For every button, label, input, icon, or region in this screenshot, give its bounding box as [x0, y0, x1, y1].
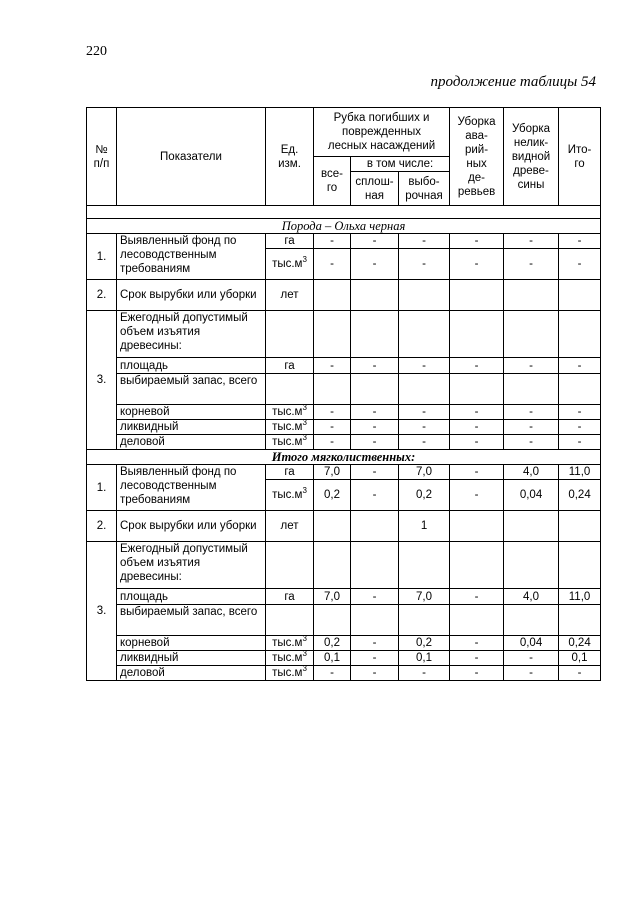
found-m3-value-cell: 0,24: [559, 480, 601, 511]
stock-value-cell: [314, 605, 351, 636]
unit-cell: $тыс.м^3$: [266, 420, 314, 435]
found-m3-value-cell: 0,2: [314, 480, 351, 511]
indicator-label: корневой: [117, 636, 266, 651]
section-title: Порода – Ольха черная: [87, 219, 601, 234]
business-value-cell: -: [559, 666, 601, 681]
found-ga-value-cell: -: [504, 234, 559, 249]
business-value-cell: -: [314, 435, 351, 450]
table-header: [87, 108, 601, 219]
unit-superscript: 3: [302, 419, 307, 428]
term-value-cell: [559, 511, 601, 542]
unit-superscript: 3: [302, 434, 307, 443]
area-value-cell: -: [450, 358, 504, 374]
unit-cell: га: [266, 465, 314, 480]
found-m3-value-cell: -: [351, 249, 399, 280]
row-number: 2.: [87, 280, 117, 311]
table-row: [87, 420, 601, 435]
unit-cell: $тыс.м^3$: [266, 249, 314, 280]
table-body: [87, 219, 601, 681]
unit-cell: лет: [266, 280, 314, 311]
header-total: Ито- го: [559, 108, 601, 206]
term-value-cell: [399, 280, 450, 311]
unit-cell: га: [266, 358, 314, 374]
root-value-cell: -: [559, 405, 601, 420]
table-row: [87, 358, 601, 374]
indicator-label: выбираемый запас, всего: [117, 605, 266, 636]
found-ga-value-cell: 4,0: [504, 465, 559, 480]
unit-cell: га: [266, 234, 314, 249]
stock-value-cell: [504, 374, 559, 405]
stock-value-cell: [351, 374, 399, 405]
header-emergency: Уборка ава- рий- ных де- ревьев: [450, 108, 504, 206]
area-value-cell: -: [351, 589, 399, 605]
found-ga-value-cell: -: [559, 234, 601, 249]
found-m3-value-cell: -: [314, 249, 351, 280]
term-value-cell: [314, 511, 351, 542]
found-m3-value-cell: -: [351, 480, 399, 511]
annual-value-cell: [504, 311, 559, 358]
liquid-value-cell: -: [450, 420, 504, 435]
found-ga-value-cell: 7,0: [314, 465, 351, 480]
business-value-cell: -: [450, 435, 504, 450]
indicator-label: ликвидный: [117, 651, 266, 666]
business-value-cell: -: [399, 666, 450, 681]
data-table: [86, 107, 601, 681]
liquid-value-cell: -: [399, 420, 450, 435]
table-row: [87, 234, 601, 249]
indicator-label: деловой: [117, 435, 266, 450]
root-value-cell: -: [504, 405, 559, 420]
section-row: [87, 219, 601, 234]
term-value-cell: 1: [399, 511, 450, 542]
indicator-label: ликвидный: [117, 420, 266, 435]
liquid-value-cell: 0,1: [399, 651, 450, 666]
liquid-value-cell: -: [450, 651, 504, 666]
area-value-cell: -: [559, 358, 601, 374]
root-value-cell: 0,04: [504, 636, 559, 651]
found-m3-value-cell: -: [559, 249, 601, 280]
area-value-cell: 11,0: [559, 589, 601, 605]
header-indicator: Показатели: [117, 108, 266, 206]
found-ga-value-cell: -: [450, 465, 504, 480]
area-value-cell: 4,0: [504, 589, 559, 605]
header-spacer-row: [87, 206, 601, 219]
found-ga-value-cell: -: [450, 234, 504, 249]
root-value-cell: 0,24: [559, 636, 601, 651]
row-number: 3.: [87, 311, 117, 450]
unit-superscript: 3: [302, 635, 307, 644]
root-value-cell: 0,2: [399, 636, 450, 651]
annual-value-cell: [351, 542, 399, 589]
found-m3-value-cell: -: [504, 249, 559, 280]
table-row: [87, 666, 601, 681]
root-value-cell: -: [450, 405, 504, 420]
liquid-value-cell: -: [314, 420, 351, 435]
header-num: № п/п: [87, 108, 117, 206]
annual-value-cell: [450, 542, 504, 589]
unit-superscript: 3: [302, 650, 307, 659]
liquid-value-cell: 0,1: [314, 651, 351, 666]
liquid-value-cell: -: [504, 651, 559, 666]
indicator-label: Ежегодный допустимый объем изъятия древесины:: [117, 311, 266, 358]
table-row: [87, 511, 601, 542]
section-row: [87, 450, 601, 465]
stock-value-cell: [399, 605, 450, 636]
business-value-cell: -: [504, 435, 559, 450]
business-value-cell: -: [504, 666, 559, 681]
stock-value-cell: [559, 605, 601, 636]
unit-cell: лет: [266, 511, 314, 542]
indicator-label: площадь: [117, 358, 266, 374]
root-value-cell: 0,2: [314, 636, 351, 651]
unit-superscript: 3: [302, 486, 307, 496]
term-value-cell: [559, 280, 601, 311]
liquid-value-cell: -: [351, 651, 399, 666]
business-value-cell: -: [351, 435, 399, 450]
indicator-label: площадь: [117, 589, 266, 605]
found-ga-value-cell: -: [351, 234, 399, 249]
table-continuation-caption: продолжение таблицы 54: [430, 74, 596, 90]
term-value-cell: [450, 511, 504, 542]
stock-value-cell: [559, 374, 601, 405]
found-ga-value-cell: 11,0: [559, 465, 601, 480]
area-value-cell: -: [399, 358, 450, 374]
unit-superscript: 3: [302, 404, 307, 413]
indicator-label: Ежегодный допустимый объем изъятия древесины:: [117, 542, 266, 589]
indicator-label: выбираемый запас, всего: [117, 374, 266, 405]
root-value-cell: -: [450, 636, 504, 651]
stock-value-cell: [504, 605, 559, 636]
liquid-value-cell: -: [504, 420, 559, 435]
annual-value-cell: [399, 542, 450, 589]
annual-value-cell: [351, 311, 399, 358]
liquid-value-cell: 0,1: [559, 651, 601, 666]
unit-cell: $тыс.м^3$: [266, 651, 314, 666]
header-total-all: все- го: [314, 157, 351, 206]
unit-cell: $тыс.м^3$: [266, 666, 314, 681]
found-m3-value-cell: -: [450, 249, 504, 280]
table-row: [87, 374, 601, 405]
business-value-cell: -: [559, 435, 601, 450]
unit-cell: [266, 542, 314, 589]
unit-cell: $тыс.м^3$: [266, 405, 314, 420]
annual-value-cell: [559, 311, 601, 358]
table-row: [87, 465, 601, 480]
unit-cell: $тыс.м^3$: [266, 435, 314, 450]
found-ga-value-cell: -: [314, 234, 351, 249]
found-m3-value-cell: -: [399, 249, 450, 280]
header-unit: Ед. изм.: [266, 108, 314, 206]
indicator-label: Выявленный фонд по лесоводственным требованиям: [117, 465, 266, 511]
unit-cell: [266, 605, 314, 636]
root-value-cell: -: [399, 405, 450, 420]
root-value-cell: -: [351, 405, 399, 420]
term-value-cell: [351, 280, 399, 311]
found-m3-value-cell: -: [450, 480, 504, 511]
table-row: [87, 280, 601, 311]
area-value-cell: 7,0: [314, 589, 351, 605]
unit-superscript: 3: [302, 255, 307, 265]
found-m3-value-cell: 0,04: [504, 480, 559, 511]
root-value-cell: -: [351, 636, 399, 651]
root-value-cell: -: [314, 405, 351, 420]
page-number: 220: [86, 44, 107, 59]
header-illiquid: Уборка нелик- видной древе- сины: [504, 108, 559, 206]
unit-cell: $тыс.м^3$: [266, 636, 314, 651]
row-number: 1.: [87, 465, 117, 511]
area-value-cell: -: [351, 358, 399, 374]
header-felling-group: Рубка погибших и поврежденных лесных насаждений: [314, 108, 450, 157]
unit-cell: га: [266, 589, 314, 605]
table-row: [87, 605, 601, 636]
table-row: [87, 651, 601, 666]
indicator-label: Срок вырубки или уборки: [117, 511, 266, 542]
liquid-value-cell: -: [351, 420, 399, 435]
section-title: Итого мягколиственных:: [87, 450, 601, 465]
row-number: 1.: [87, 234, 117, 280]
term-value-cell: [504, 511, 559, 542]
table-row: [87, 405, 601, 420]
liquid-value-cell: -: [559, 420, 601, 435]
business-value-cell: -: [399, 435, 450, 450]
indicator-label: Выявленный фонд по лесоводственным требованиям: [117, 234, 266, 280]
term-value-cell: [314, 280, 351, 311]
found-m3-value-cell: 0,2: [399, 480, 450, 511]
term-value-cell: [504, 280, 559, 311]
area-value-cell: -: [450, 589, 504, 605]
unit-cell: [266, 311, 314, 358]
header-including: в том числе:: [351, 157, 450, 172]
stock-value-cell: [351, 605, 399, 636]
business-value-cell: -: [351, 666, 399, 681]
stock-value-cell: [399, 374, 450, 405]
term-value-cell: [351, 511, 399, 542]
stock-value-cell: [450, 374, 504, 405]
table-row: [87, 311, 601, 358]
found-ga-value-cell: -: [351, 465, 399, 480]
stock-value-cell: [314, 374, 351, 405]
area-value-cell: -: [504, 358, 559, 374]
header-clear-felling: сплош- ная: [351, 172, 399, 206]
row-number: 3.: [87, 542, 117, 681]
annual-value-cell: [559, 542, 601, 589]
table-row: [87, 589, 601, 605]
area-value-cell: -: [314, 358, 351, 374]
unit-superscript: 3: [302, 665, 307, 674]
annual-value-cell: [314, 542, 351, 589]
annual-value-cell: [399, 311, 450, 358]
business-value-cell: -: [314, 666, 351, 681]
row-number: 2.: [87, 511, 117, 542]
indicator-label: корневой: [117, 405, 266, 420]
header-selective-felling: выбо- рочная: [399, 172, 450, 206]
unit-cell: [266, 374, 314, 405]
indicator-label: деловой: [117, 666, 266, 681]
area-value-cell: 7,0: [399, 589, 450, 605]
annual-value-cell: [504, 542, 559, 589]
annual-value-cell: [314, 311, 351, 358]
business-value-cell: -: [450, 666, 504, 681]
found-ga-value-cell: -: [399, 234, 450, 249]
stock-value-cell: [450, 605, 504, 636]
table-row: [87, 435, 601, 450]
found-ga-value-cell: 7,0: [399, 465, 450, 480]
indicator-label: Срок вырубки или уборки: [117, 280, 266, 311]
table-row: [87, 542, 601, 589]
unit-cell: $тыс.м^3$: [266, 480, 314, 511]
annual-value-cell: [450, 311, 504, 358]
term-value-cell: [450, 280, 504, 311]
table-row: [87, 636, 601, 651]
